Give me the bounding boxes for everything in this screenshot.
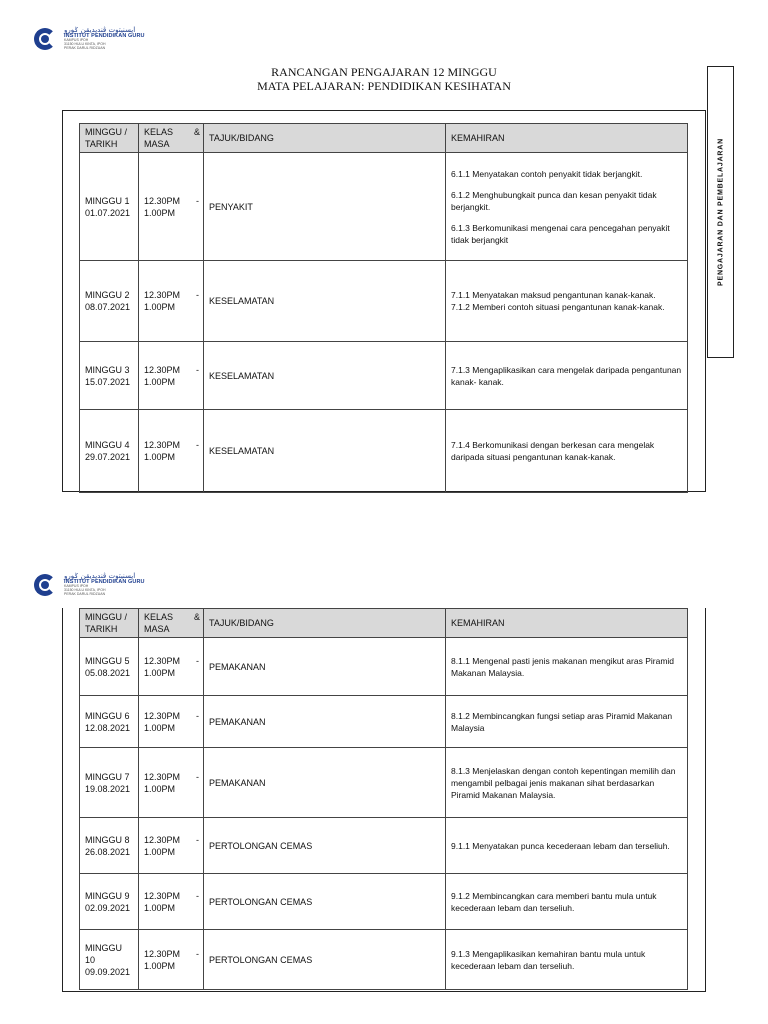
time-end: 1.00PM [144,722,176,733]
kelas-masa-cell [139,874,204,930]
time-dash: - [196,195,199,206]
week-label: MINGGU 7 [85,771,130,782]
time-start: 12.30PM [144,890,181,901]
tajuk-cell: KESELAMATAN [204,261,446,342]
minggu-cell [80,638,139,696]
kemahiran-cell [446,342,688,410]
tajuk-cell: PERTOLONGAN CEMAS [204,874,446,930]
lesson-plan-table-1 [79,123,688,493]
logo-name: INSTITUT PENDIDIKAN GURU [64,578,145,585]
kemahiran-cell [446,818,688,874]
table-row [80,410,688,493]
table-header-row [80,124,688,153]
time-end: 1.00PM [144,376,176,387]
tajuk-cell: PERTOLONGAN CEMAS [204,818,446,874]
week-label: MINGGU 4 [85,440,130,450]
time-start: 12.30PM [144,834,181,845]
minggu-cell [80,261,139,342]
kemahiran-item: 7.1.4 Berkomunikasi dengan berkesan cara mengelak daripada situasi pengantunan kanak-kanak. [451,440,655,462]
header-kelas-masa: & KELAS MASA [139,124,204,153]
kemahiran-item: 6.1.1 Menyatakan contoh penyakit tidak berjangkit. [451,168,643,179]
table-row [80,818,688,874]
logo-sub-2: 31150 HULU KINTA, IPOH [64,42,106,47]
tajuk-cell: PERTOLONGAN CEMAS [204,930,446,990]
institution-logo-2 [32,572,145,598]
kemahiran-cell [446,153,688,261]
side-label-box [707,66,734,358]
time-end: 1.00PM [144,207,176,218]
minggu-cell [80,153,139,261]
time-start: 12.30PM [144,364,181,375]
tajuk-cell: PEMAKANAN [204,638,446,696]
kelas-masa-cell [139,818,204,874]
time-dash: - [196,948,199,959]
tajuk-cell: PEMAKANAN [204,696,446,748]
kemahiran-cell [446,696,688,748]
time-start: 12.30PM [144,948,181,959]
kemahiran-cell [446,261,688,342]
time-dash: - [196,771,199,782]
kelas-masa-cell [139,638,204,696]
time-end: 1.00PM [144,667,176,678]
time-dash: - [196,290,199,300]
time-end: 1.00PM [144,302,176,312]
time-start: 12.30PM [144,710,181,721]
side-label: PENGAJARAN DAN PEMBELAJARAN [717,138,724,286]
kelas-masa-cell [139,930,204,990]
logo-jawi-text: ايسنيتوت ڤنديديقن ݢورو [64,571,136,580]
table-row [80,930,688,990]
kelas-masa-cell [139,696,204,748]
time-end: 1.00PM [144,960,176,971]
logo-sub-3: PERAK DARUL RIDZUAN [64,592,106,597]
tajuk-cell: KESELAMATAN [204,410,446,493]
logo-sub-3: PERAK DARUL RIDZUAN [64,46,106,51]
time-start: 12.30PM [144,440,181,450]
table-header-row [80,609,688,638]
time-dash: - [196,890,199,901]
time-dash: - [196,440,199,450]
week-date: 12.08.2021 [85,722,131,733]
minggu-cell [80,930,139,990]
week-label: MINGGU 3 [85,364,130,375]
lesson-plan-table-2 [79,608,688,990]
week-date: 19.08.2021 [85,783,131,794]
logo-sub-1: KAMPUS IPOH [64,584,89,589]
kemahiran-item: 8.1.3 Menjelaskan dengan contoh kepentingan memilih dan mengambil pelbagai jenis makanan sihat berdasarkan Piramid Makanan Malaysia. [451,765,676,800]
week-label: MINGGU 5 [85,655,130,666]
time-start: 12.30PM [144,195,181,206]
header-kemahiran: KEMAHIRAN [446,124,688,153]
kemahiran-item: 6.1.3 Berkomunikasi mengenai cara pencegahan penyakit tidak berjangkit [451,222,670,245]
week-date: 05.08.2021 [85,667,131,678]
header-minggu: MINGGU / TARIKH [80,609,139,638]
time-dash: - [196,710,199,721]
minggu-cell [80,874,139,930]
kemahiran-item: 9.1.2 Membincangkan cara memberi bantu mula untuk kecederaan lebam dan terseliuh. [451,890,657,913]
kelas-masa-cell [139,153,204,261]
minggu-cell [80,748,139,818]
kelas-masa-cell [139,261,204,342]
time-start: 12.30PM [144,655,181,666]
time-dash: - [196,655,199,666]
kemahiran-item: 9.1.3 Mengaplikasikan kemahiran bantu mula untuk kecederaan lebam dan terseliuh. [451,948,646,971]
week-date: 29.07.2021 [85,452,131,462]
kemahiran-item: 7.1.3 Mengaplikasikan cara mengelak daripada pengantunan kanak- kanak. [451,364,682,387]
time-end: 1.00PM [144,452,176,462]
kemahiran-cell [446,638,688,696]
logo-jawi-text: ايسنيتوت ڤنديديقن ݢورو [64,25,136,34]
minggu-cell [80,410,139,493]
kemahiran-item: 9.1.1 Menyatakan punca kecederaan lebam dan terseliuh. [451,840,670,851]
time-start: 12.30PM [144,290,181,300]
week-label: MINGGU 6 [85,710,130,721]
tajuk-cell: PEMAKANAN [204,748,446,818]
institution-logo [32,26,145,52]
table-row [80,874,688,930]
time-start: 12.30PM [144,771,181,782]
week-date: 02.09.2021 [85,902,131,913]
title-line-1: RANCANGAN PENGAJARAN 12 MINGGU [271,65,497,79]
header-tajuk: TAJUK/BIDANG [204,124,446,153]
time-end: 1.00PM [144,902,176,913]
title-line-2: MATA PELAJARAN: PENDIDIKAN KESIHATAN [257,79,511,93]
logo-sub-2: 31150 HULU KINTA, IPOH [64,588,106,593]
minggu-cell [80,342,139,410]
header-minggu: MINGGU / TARIKH [80,124,139,153]
kemahiran-cell [446,930,688,990]
week-date: 01.07.2021 [85,207,131,218]
kemahiran-cell [446,874,688,930]
week-date: 09.09.2021 [85,966,131,977]
kemahiran-item: 7.1.2 Memberi contoh situasi pengantunan kanak-kanak. [451,302,665,312]
kemahiran-cell [446,410,688,493]
kelas-masa-cell [139,410,204,493]
week-label: MINGGU 1 [85,195,130,206]
kemahiran-item: 7.1.1 Menyatakan maksud pengantunan kanak-kanak. [451,290,656,300]
table-row [80,696,688,748]
kelas-masa-cell [139,342,204,410]
logo-emblem-icon [32,572,62,598]
logo-name: INSTITUT PENDIDIKAN GURU [64,32,145,39]
table-row [80,638,688,696]
logo-emblem-icon [32,26,62,52]
table-row [80,748,688,818]
week-date: 26.08.2021 [85,846,131,857]
kemahiran-item: 8.1.1 Mengenal pasti jenis makanan mengikut aras Piramid Makanan Malaysia. [451,655,675,678]
week-label: MINGGU 9 [85,890,130,901]
table-row [80,261,688,342]
week-label: MINGGU 10 [85,942,122,965]
minggu-cell [80,696,139,748]
table-row [80,153,688,261]
header-tajuk: TAJUK/BIDANG [204,609,446,638]
time-end: 1.00PM [144,846,176,857]
document-title [0,65,768,93]
logo-sub-1: KAMPUS IPOH [64,38,89,43]
minggu-cell [80,818,139,874]
time-end: 1.00PM [144,783,176,794]
week-label: MINGGU 2 [85,290,130,300]
header-kemahiran: KEMAHIRAN [446,609,688,638]
tajuk-cell: KESELAMATAN [204,342,446,410]
time-dash: - [196,834,199,845]
time-dash: - [196,364,199,375]
week-label: MINGGU 8 [85,834,130,845]
kemahiran-item: 6.1.2 Menghubungkait punca dan kesan penyakit tidak berjangkit. [451,189,657,212]
kemahiran-item: 8.1.2 Membincangkan fungsi setiap aras Piramid Makanan Malaysia [451,710,673,733]
kelas-masa-cell [139,748,204,818]
kemahiran-cell [446,748,688,818]
header-kelas-masa: & KELAS MASA [139,609,204,638]
week-date: 08.07.2021 [85,302,131,312]
table-row [80,342,688,410]
tajuk-cell: PENYAKIT [204,153,446,261]
week-date: 15.07.2021 [85,376,131,387]
